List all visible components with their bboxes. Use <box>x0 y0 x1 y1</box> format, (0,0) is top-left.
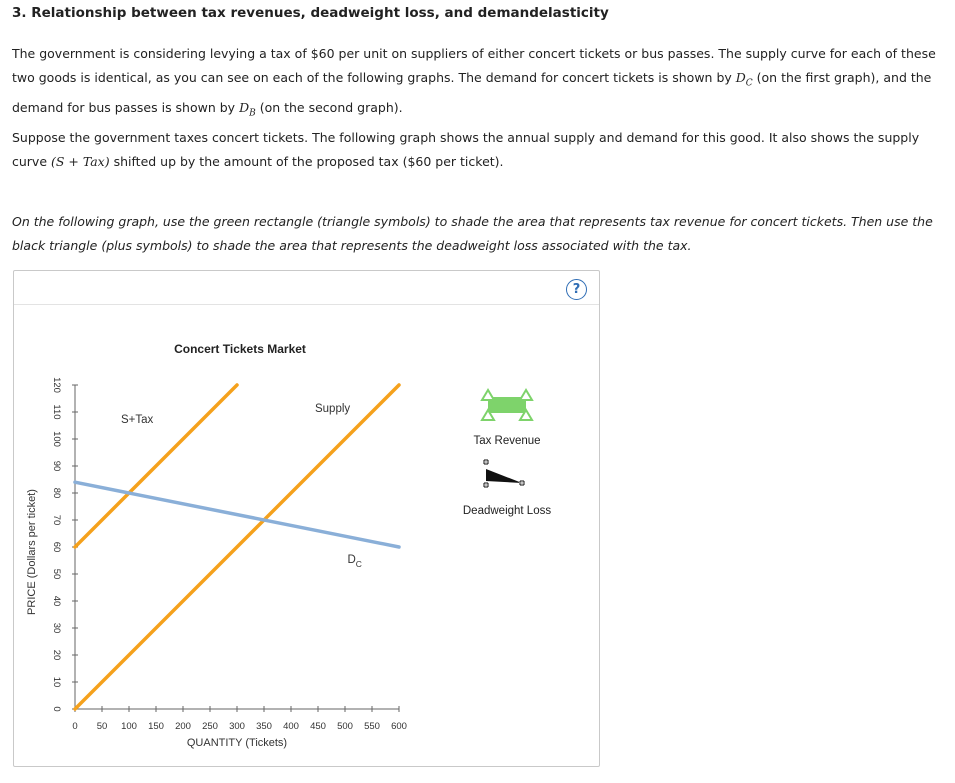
tax-text-a: Suppose the government taxes concert tickets. The following graph shows the annual supply and demand for this good. It also shows the supply curve <box>12 130 920 169</box>
intro-text-a: The government is considering levying a tax of $60 per unit on suppliers of either concert tickets or bus passes. The supply curve for each of these two goods is identical, as you can see on each of the following graphs. The demand for concert tickets is shown by <box>12 46 936 85</box>
y-tick-label: 40 <box>51 595 62 607</box>
instructions-paragraph: On the following graph, use the green rectangle (triangle symbols) to shade the area that represents tax revenue for concert tickets. Then use the black triangle (plus symbols) to shade the area that represents the deadweight loss associated with the tax. <box>12 214 933 253</box>
y-tick-label: 80 <box>51 487 62 499</box>
series-layer[interactable] <box>75 385 399 709</box>
x-tick-label: 500 <box>337 721 353 732</box>
y-tick-label: 70 <box>51 514 62 526</box>
x-tick-label: 50 <box>96 721 108 732</box>
y-tick-label: 10 <box>51 676 62 688</box>
chart-title: Concert Tickets Market <box>174 342 306 356</box>
series-dc-line[interactable] <box>75 482 399 547</box>
x-tick-label: 350 <box>256 721 272 732</box>
tax-revenue-label: Tax Revenue <box>473 435 541 447</box>
y-tick-label: 60 <box>51 541 62 553</box>
deadweight-loss-tool[interactable] <box>463 459 551 517</box>
x-tick-label: 450 <box>310 721 326 732</box>
db-symbol: $D_B$ <box>239 99 256 118</box>
y-tick-label: 50 <box>51 568 62 580</box>
y-tick-label: 110 <box>51 404 62 420</box>
question-heading: 3. Relationship between tax revenues, deadweight loss, and demandelasticity <box>12 5 609 21</box>
x-tick-label: 0 <box>72 721 78 732</box>
series-label: S+Tax <box>120 413 154 426</box>
help-icon[interactable]: ? <box>566 279 587 300</box>
series-label: Supply <box>314 403 351 415</box>
y-tick-label: 120 <box>51 377 62 393</box>
intro-text-c: (on the second graph). <box>255 99 403 115</box>
tax-text-b: shifted up by the amount of the proposed tax ($60 per ticket). <box>109 154 504 169</box>
x-tick-label: 200 <box>175 721 191 732</box>
dc-symbol: $D_C$ <box>735 70 753 89</box>
x-tick-label: 250 <box>202 721 218 732</box>
y-tick-label: 90 <box>51 460 62 472</box>
x-tick-label: 600 <box>391 721 407 732</box>
tax-revenue-rectangle-icon[interactable] <box>482 390 532 420</box>
x-tick-label: 150 <box>148 721 164 732</box>
y-axis-label: PRICE (Dollars per ticket) <box>26 489 38 615</box>
x-tick-label: 550 <box>364 721 380 732</box>
s-plus-tax-math: (S + Tax) <box>51 154 110 169</box>
y-tick-label: 30 <box>51 622 62 634</box>
series-supply-line[interactable] <box>75 385 399 709</box>
x-tick-label: 400 <box>283 721 299 732</box>
x-axis-label: QUANTITY (Tickets) <box>186 737 288 749</box>
deadweight-loss-triangle-icon[interactable] <box>483 459 525 488</box>
y-tick-label: 100 <box>51 431 62 447</box>
x-tick-label: 300 <box>229 721 245 732</box>
series-s-tax-line[interactable] <box>75 385 237 547</box>
x-tick-label: 100 <box>121 721 137 732</box>
y-tick-label: 0 <box>51 706 62 712</box>
y-tick-label: 20 <box>51 649 62 661</box>
series-label: $D_C$ <box>347 554 362 570</box>
deadweight-loss-label: Deadweight Loss <box>462 505 552 517</box>
intro-text-b: (on the first graph), and the demand for bus passes is shown by <box>12 70 932 115</box>
tax-revenue-tool[interactable] <box>473 390 540 447</box>
